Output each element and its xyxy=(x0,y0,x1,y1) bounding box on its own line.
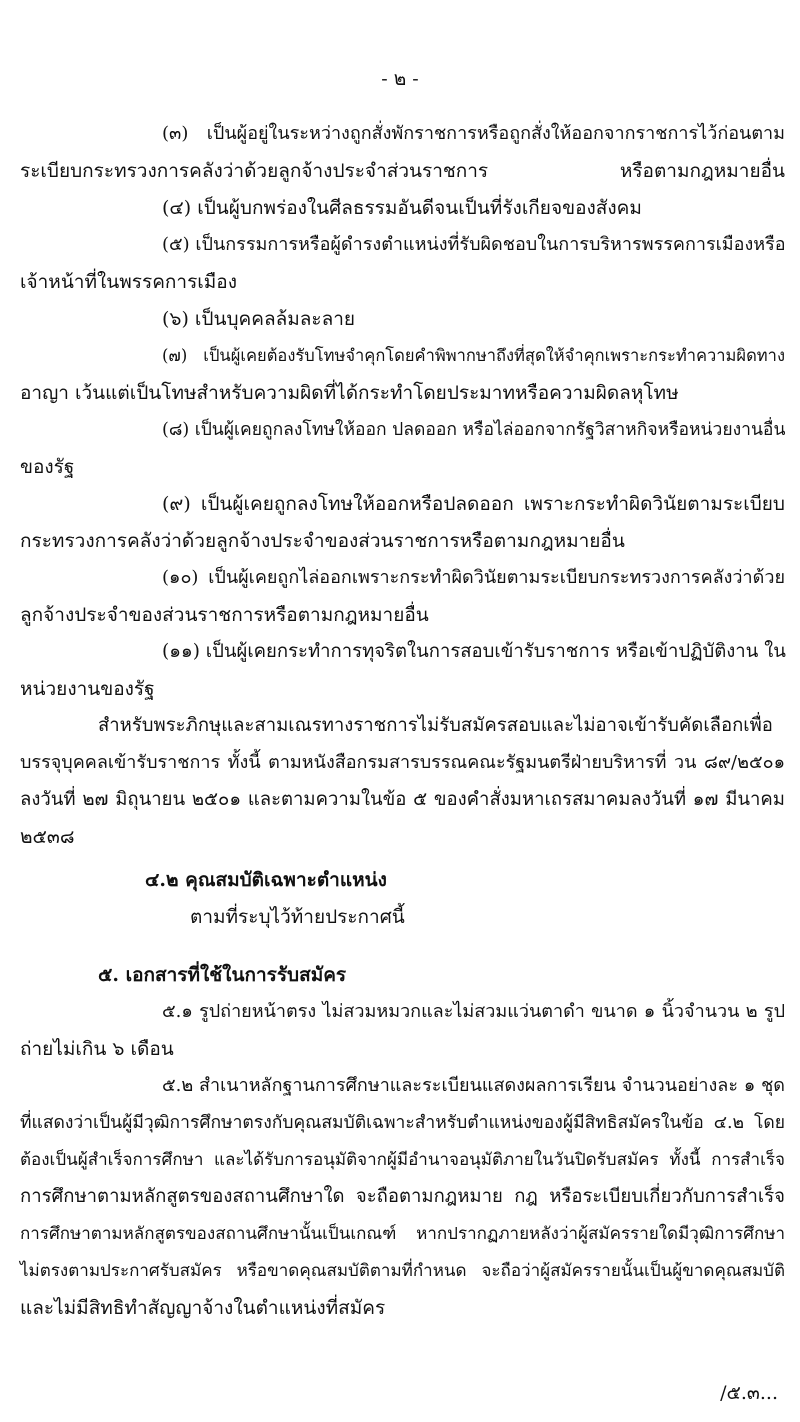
item-5-2-line-5: การศึกษาตามหลักสูตรของสถานศึกษานั้นเป็นเกณฑ์ หากปรากฏภายหลังว่าผู้สมัครรายใดมีวุฒิการศึกษา xyxy=(20,1224,785,1244)
page-number: - ๒ - xyxy=(381,68,419,90)
item-5-2-line-4: การศึกษาตามหลักสูตรของสถานศึกษาใด จะถือตามกฎหมาย กฎ หรือระเบียบเกี่ยวกับการสำเร็จ xyxy=(20,1186,785,1207)
item-8-line-2: ของรัฐ xyxy=(20,456,75,478)
section-5-heading: ๕. เอกสารที่ใช้ในการรับสมัคร xyxy=(98,964,347,986)
item-10-line-2: ลูกจ้างประจำของส่วนราชการหรือตามกฎหมายอื่น xyxy=(20,604,429,626)
item-11-line-2: หน่วยงานของรัฐ xyxy=(20,678,155,700)
item-7-line-1: (๗) เป็นผู้เคยต้องรับโทษจำคุกโดยคำพิพากษาถึงที่สุดให้จำคุกเพราะกระทำความผิดทาง xyxy=(162,346,785,365)
item-4: (๔) เป็นผู้บกพร่องในศีลธรรมอันดีจนเป็นที่รังเกียจของสังคม xyxy=(162,197,642,219)
continuation-marker: /๕.๓... xyxy=(720,1382,778,1404)
item-5-line-1: (๕) เป็นกรรมการหรือผู้ดำรงตำแหน่งที่รับผิดชอบในการบริหารพรรคการเมืองหรือ xyxy=(162,234,786,255)
item-7-line-2: อาญา เว้นแต่เป็นโทษสำหรับความผิดที่ได้กระทำโดยประมาทหรือความผิดลหุโทษ xyxy=(20,382,679,404)
section-4-2-text: ตามที่ระบุไว้ท้ายประกาศนี้ xyxy=(190,906,405,928)
section-4-2-heading: ๔.๒ คุณสมบัติเฉพาะตำแหน่ง xyxy=(145,869,387,891)
item-10-line-1: (๑๐) เป็นผู้เคยถูกไล่ออกเพราะกระทำผิดวินัยตามระเบียบกระทรวงการคลังว่าด้วย xyxy=(162,567,785,588)
item-5-1-line-1: ๕.๑ รูปถ่ายหน้าตรง ไม่สวมหมวกและไม่สวมแว่นตาดำ ขนาด ๑ นิ้วจำนวน ๒ รูป xyxy=(162,1001,785,1022)
item-3-line-1: (๓) เป็นผู้อยู่ในระหว่างถูกสั่งพักราชการหรือถูกสั่งให้ออกจากราชการไว้ก่อนตาม xyxy=(162,123,785,144)
monk-clause-line-4: ๒๕๓๘ xyxy=(20,826,75,848)
item-5-2-line-3: ต้องเป็นผู้สำเร็จการศึกษา และได้รับการอนุมัติจากผู้มีอำนาจอนุมัติภายในวันปิดรับสมัคร ทั้งนี้ การสำเร็จ xyxy=(20,1150,785,1170)
item-5-2-line-6: ไม่ตรงตามประกาศรับสมัคร หรือขาดคุณสมบัติตามที่กำหนด จะถือว่าผู้สมัครรายนั้นเป็นผู้ขาดคุณสมบัติ xyxy=(20,1261,785,1281)
item-9-line-1: (๙) เป็นผู้เคยถูกลงโทษให้ออกหรือปลดออก เพราะกระทำผิดวินัยตามระเบียบ xyxy=(162,493,785,515)
item-9-line-2: กระทรวงการคลังว่าด้วยลูกจ้างประจำของส่วนราชการหรือตามกฎหมายอื่น xyxy=(20,530,625,552)
monk-clause-line-1: สำหรับพระภิกษุและสามเณรทางราชการไม่รับสมัครสอบและไม่อาจเข้ารับคัดเลือกเพื่อ xyxy=(98,715,773,736)
item-5-2-line-2: ที่แสดงว่าเป็นผู้มีวุฒิการศึกษาตรงกับคุณสมบัติเฉพาะสำหรับตำแหน่งของผู้มีสิทธิสมัครในข้อ ๔.๒ โดย xyxy=(20,1113,785,1133)
item-5-line-2: เจ้าหน้าที่ในพรรคการเมือง xyxy=(20,271,237,293)
item-5-2-line-1: ๕.๒ สำเนาหลักฐานการศึกษาและระเบียนแสดงผลการเรียน จำนวนอย่างละ ๑ ชุด xyxy=(162,1075,785,1096)
monk-clause-line-2: บรรจุบุคคลเข้ารับราชการ ทั้งนี้ ตามหนังสือกรมสารบรรณคณะรัฐมนตรีฝ่ายบริหารที่ วน ๘๙/๒๕๐๑ xyxy=(20,752,785,773)
item-6: (๖) เป็นบุคคลล้มละลาย xyxy=(162,308,356,330)
item-8-line-1: (๘) เป็นผู้เคยถูกลงโทษให้ออก ปลดออก หรือไล่ออกจากรัฐวิสาหกิจหรือหน่วยงานอื่น xyxy=(162,420,786,440)
item-3-line-2: ระเบียบกระทรวงการคลังว่าด้วยลูกจ้างประจำส่วนราชการ หรือตามกฎหมายอื่น xyxy=(20,160,785,182)
monk-clause-line-3: ลงวันที่ ๒๗ มิถุนายน ๒๕๐๑ และตามความในข้อ ๕ ของคำสั่งมหาเถรสมาคมลงวันที่ ๑๗ มีนาคม xyxy=(20,789,785,810)
item-5-2-line-7: และไม่มีสิทธิทำสัญญาจ้างในตำแหน่งที่สมัคร xyxy=(20,1297,386,1319)
item-11-line-1: (๑๑) เป็นผู้เคยกระทำการทุจริตในการสอบเข้ารับราชการ หรือเข้าปฏิบัติงาน ใน xyxy=(162,641,786,662)
item-5-1-line-2: ถ่ายไม่เกิน ๖ เดือน xyxy=(20,1038,174,1060)
